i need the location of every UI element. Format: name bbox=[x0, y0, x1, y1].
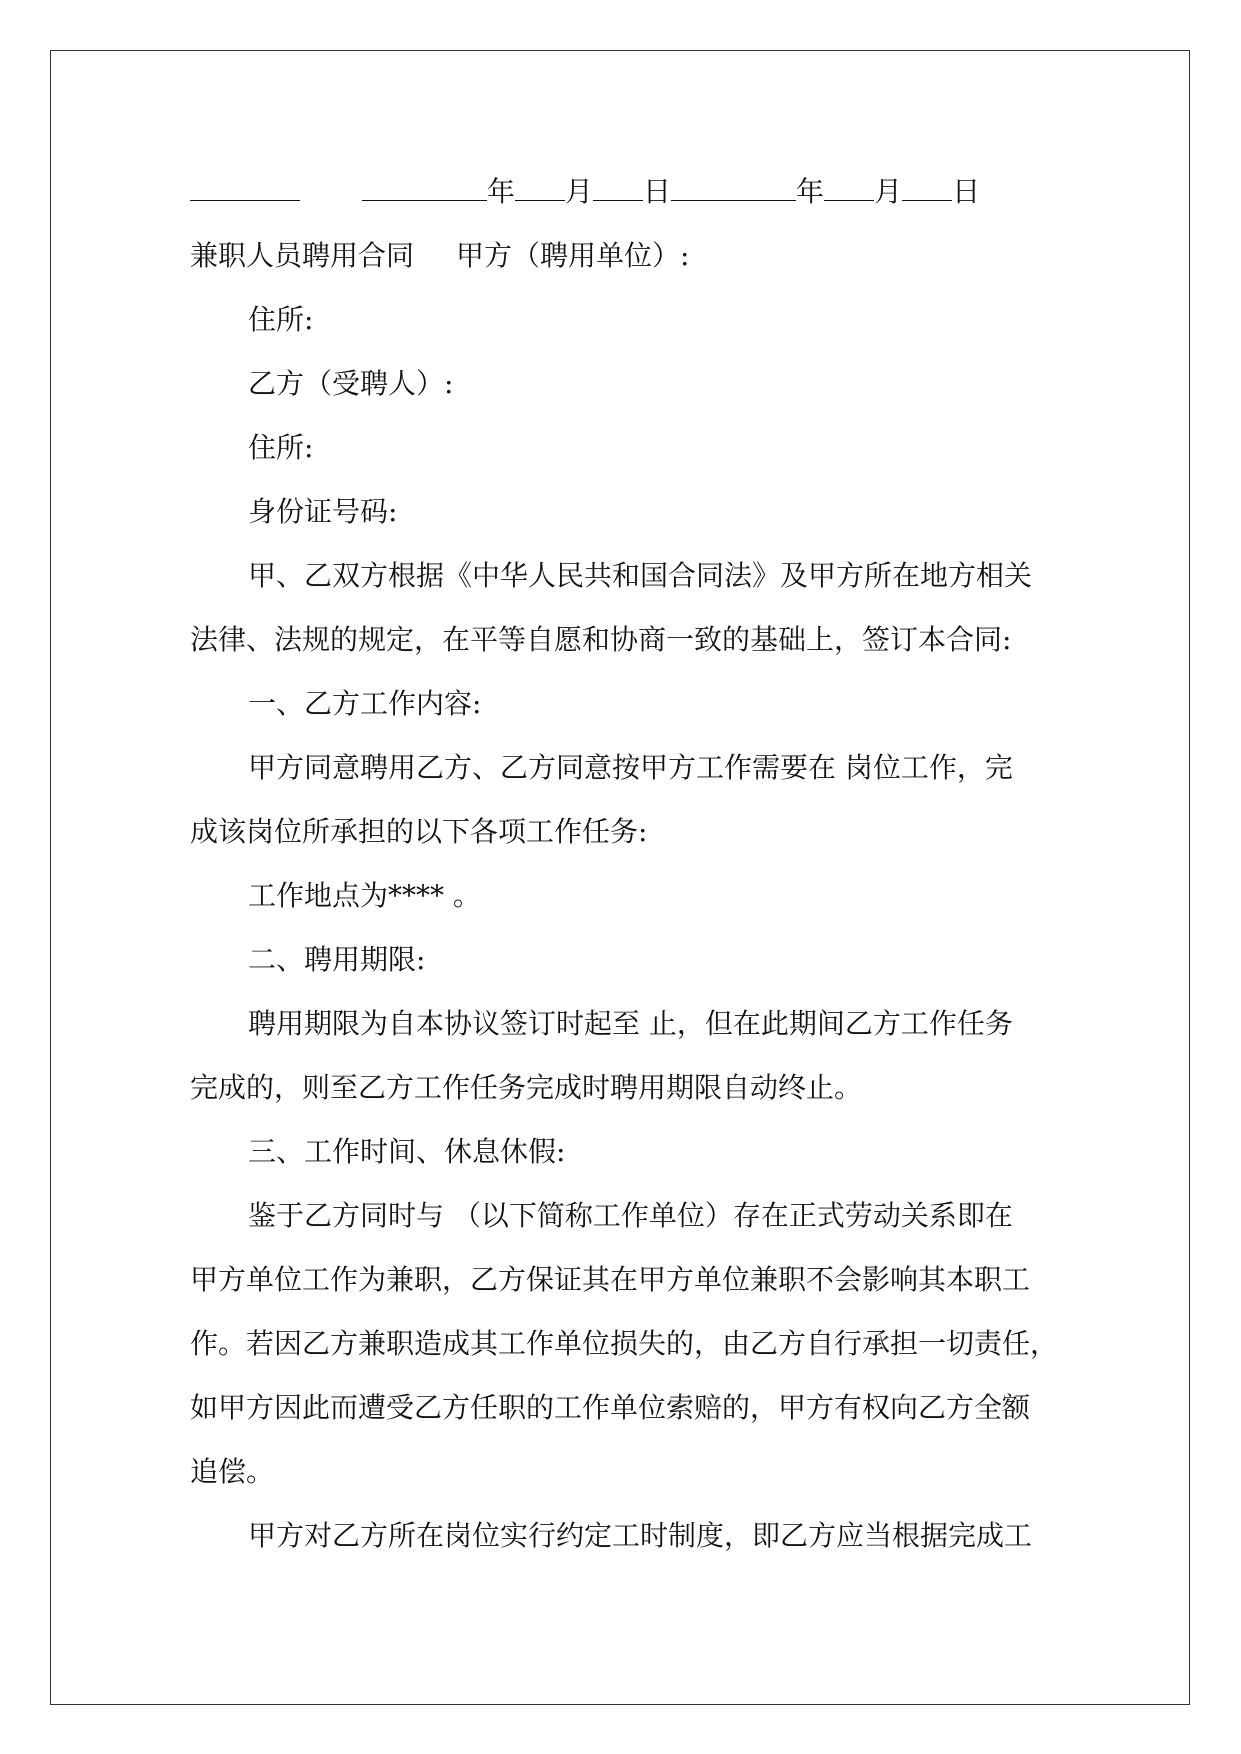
party-b-label: 乙方（受聘人）: bbox=[248, 367, 454, 400]
work-location-line: 工作地点为**** 。 bbox=[248, 879, 481, 912]
section-3-paragraph-line: 如甲方因此而遭受乙方任职的工作单位索赔的，甲方有权向乙方全额 bbox=[190, 1391, 1031, 1424]
section-3-paragraph-line: 甲方对乙方所在岗位实行约定工时制度，即乙方应当根据完成工 bbox=[248, 1519, 1033, 1552]
section-3-paragraph-line: 鉴于乙方同时与 （以下简称工作单位）存在正式劳动关系即在 bbox=[248, 1199, 1013, 1232]
intro-paragraph-line: 法律、法规的规定，在平等自愿和协商一致的基础上，签订本合同: bbox=[190, 623, 1012, 656]
day-label-1: 日 bbox=[643, 175, 672, 208]
section-1-heading: 一、乙方工作内容: bbox=[248, 687, 482, 720]
year-blank-2[interactable] bbox=[671, 178, 796, 201]
section-1-paragraph-line: 甲方同意聘用乙方、乙方同意按甲方工作需要在 岗位工作，完 bbox=[248, 751, 1013, 784]
section-1-paragraph-line: 成该岗位所承担的以下各项工作任务: bbox=[190, 815, 648, 848]
month-label-2: 月 bbox=[874, 175, 903, 208]
section-2-heading: 二、聘用期限: bbox=[248, 943, 426, 976]
title-line bbox=[190, 224, 1070, 288]
document-body bbox=[190, 160, 1070, 1568]
party-a-address: 住所: bbox=[248, 303, 314, 336]
year-blank-1[interactable] bbox=[362, 178, 487, 201]
id-number-label: 身份证号码: bbox=[248, 495, 398, 528]
date-line bbox=[190, 160, 1070, 224]
document-title: 兼职人员聘用合同 bbox=[190, 239, 415, 272]
party-b-address: 住所: bbox=[248, 431, 314, 464]
party-a-label: 甲方（聘用单位）: bbox=[456, 239, 690, 272]
month-blank-2[interactable] bbox=[824, 178, 874, 201]
section-2-paragraph-line: 聘用期限为自本协议签订时起至 止，但在此期间乙方工作任务 bbox=[248, 1007, 1013, 1040]
day-blank-2[interactable] bbox=[902, 178, 952, 201]
day-blank-1[interactable] bbox=[593, 178, 643, 201]
month-blank-1[interactable] bbox=[515, 178, 565, 201]
section-3-paragraph-line: 追偿。 bbox=[190, 1455, 275, 1488]
year-label-2: 年 bbox=[796, 175, 825, 208]
section-2-paragraph-line: 完成的，则至乙方工作任务完成时聘用期限自动终止。 bbox=[190, 1071, 863, 1104]
intro-paragraph-line: 甲、乙双方根据《中华人民共和国合同法》及甲方所在地方相关 bbox=[248, 559, 1033, 592]
day-label-2: 日 bbox=[952, 175, 981, 208]
section-3-heading: 三、工作时间、休息休假: bbox=[248, 1135, 566, 1168]
section-3-paragraph-line: 作。若因乙方兼职造成其工作单位损失的，由乙方自行承担一切责任， bbox=[190, 1327, 1059, 1360]
month-label-1: 月 bbox=[565, 175, 594, 208]
signature-blank-1[interactable] bbox=[190, 178, 300, 201]
section-3-paragraph-line: 甲方单位工作为兼职，乙方保证其在甲方单位兼职不会影响其本职工 bbox=[190, 1263, 1031, 1296]
year-label-1: 年 bbox=[487, 175, 516, 208]
